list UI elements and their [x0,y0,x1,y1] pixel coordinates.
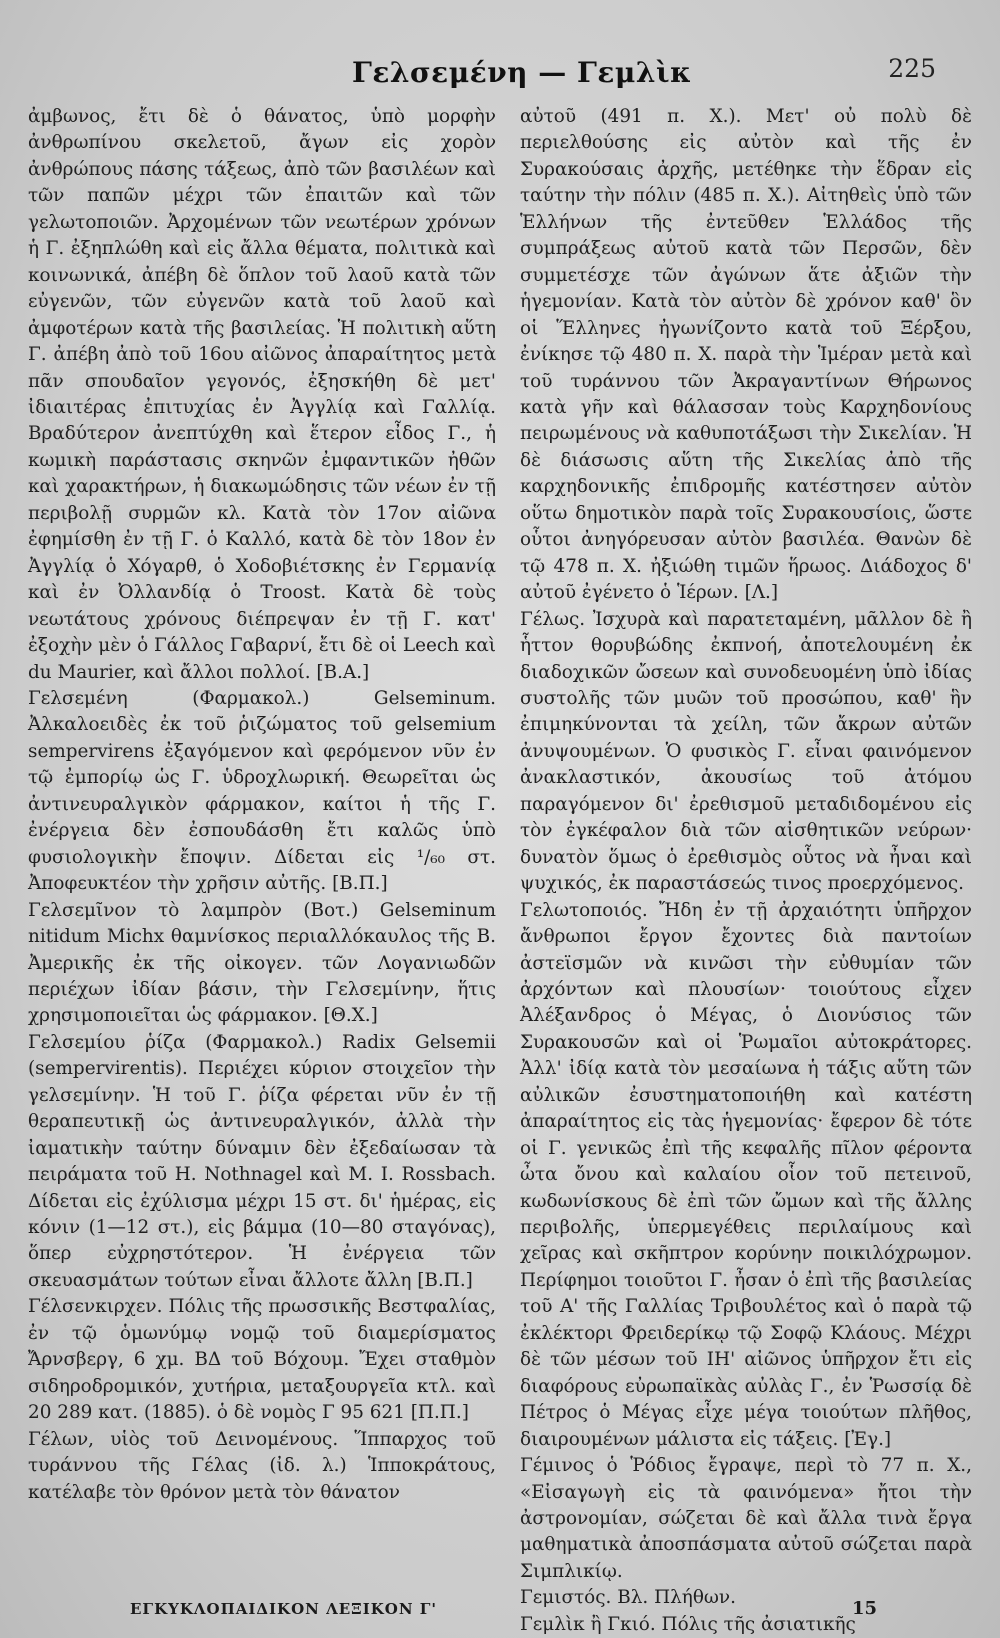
entry-paragraph: Γελσεμένη (Φαρμακολ.) Gelseminum. Ἀλκαλοειδὲς ἐκ τοῦ ῥιζώματος τοῦ gelsemium sempervirens ἐξαγόμενον καὶ φερόμενον νῦν ἐν τῷ ἐμπορίῳ ὡς Γ. ὑδροχλωρική. Θεωρεῖται ὡς ἀντινευραλγικὸν φάρμακον, καίτοι ἡ τῆς Γ. ἐνέργεια δὲν ἐσπουδάσθη ἔτι καλῶς ὑπὸ φυσιολογικὴν ἔποψιν. Δίδεται εἰς ¹/₆₀ στ. Ἀποφευκτέον τὴν χρῆσιν αὐτῆς. [Β.Π.] [28,687,496,895]
entry-paragraph: Γεμλὶκ ἢ Γκιό. Πόλις τῆς ἀσιατικῆς [520,1613,856,1635]
page-header [0,48,1000,98]
entry-paragraph: Γελσεμῖνον τὸ λαμπρὸν (Βοτ.) Gelseminum nitidum Michx θαμνίσκος περιαλλόκαυλος τῆς Β. Ἀμερικῆς ἐκ τῆς οἰκογεν. τῶν Λογανιωδῶν περιέχων ἰδίαν βάσιν, τὴν Γελσεμίνην, ἥτις χρησιμοποιεῖται ὡς φάρμακον. [Θ.Χ.] [28,899,496,1027]
printer-signature: ΕΓΚΥΚΛΟΠΑΙΔΙΚΟΝ ΛΕΞΙΚΟΝ Γ' [130,1600,438,1618]
entry-paragraph: ἀμβωνος, ἔτι δὲ ὁ θάνατος, ὑπὸ μορφὴν ἀνθρωπίνου σκελετοῦ, ἄγων εἰς χορὸν ἀνθρώπους πάσης τάξεως, ἀπὸ τῶν βασιλέων καὶ τῶν παπῶν μέχρι τῶν ἐπαιτῶν καὶ τῶν γελωτοποιῶν. Ἀρχομένων τῶν νεωτέρων χρόνων ἡ Γ. ἐξηπλώθη καὶ εἰς ἄλλα θέματα, πολιτικὰ καὶ κοινωνικά, ἀπέβη δὲ ὅπλον τοῦ λαοῦ κατὰ τῶν εὐγενῶν, τῶν εὐγενῶν κατὰ τοῦ λαοῦ καὶ ἀμφοτέρων κατὰ τῆς βασιλείας. Ἡ πολιτικὴ αὕτη Γ. ἀπέβη ἀπὸ τοῦ 16ου αἰῶνος ἀπαραίτητος μετὰ πᾶν σπουδαῖον γεγονός, ἐξησκήθη δὲ μετ' ἰδιαιτέρας ἐπιτυχίας ἐν Ἀγγλίᾳ καὶ Γαλλίᾳ. Βραδύτερον ἀνεπτύχθη καὶ ἕτερον εἶδος Γ., ἡ κωμικὴ παράστασις σκηνῶν ἐμφαντικῶν ἠθῶν καὶ χαρακτήρων, ἡ διακωμώδησις τῶν νέων ἐν τῇ περιβολῇ συρμῶν κλ. Κατὰ τὸν 17ον αἰῶνα ἐφημίσθη ἐν τῇ Γ. ὁ Καλλό, κατὰ δὲ τὸν 18ον ἐν Ἀγγλίᾳ ὁ Χόγαρθ, ὁ Χοδοβιέτσκης ἐν Γερμανίᾳ καὶ ἐν Ὀλλανδίᾳ ὁ Troost. Κατὰ δὲ τοὺς νεωτάτους χρόνους διέπρεψαν ἐν τῇ Γ. κατ' ἐξοχὴν μὲν ὁ Γάλλος Γαβαρνί, ἔτι δὲ οἱ Leech καὶ du Maurier, καὶ ἄλλοι πολλοί. [Β.Α.] [28,106,496,683]
running-head: Γελσεμένη — Γεμλὶκ [352,56,692,89]
entry-paragraph: Γέλων, υἱὸς τοῦ Δεινομένους. Ἵππαρχος τοῦ τυράννου τῆς Γέλας (ἰδ. λ.) Ἱπποκράτους, κατέλαβε τὸν θρόνον μετὰ τὸν θάνατον [28,1428,496,1503]
left-column [28,104,496,1506]
entry-paragraph: Γελσεμίου ῥίζα (Φαρμακολ.) Radix Gelsemii (sempervirentis). Περιέχει κύριον στοιχεῖον τὴν γελσεμίνην. Ἡ τοῦ Γ. ῥίζα φέρεται νῦν ἐν τῇ θεραπευτικῇ ὡς ἀντινευραλγικόν, ἀλλὰ τὴν ἰαματικὴν ταύτην δύναμιν δὲν ἐξεδαίωσαν τὰ πειράματα τοῦ H. Nothnagel καὶ M. I. Rossbach. Δίδεται εἰς ἐχύλισμα μέχρι 15 στ. δι' ἡμέρας, εἰς κόνιν (1—12 στ.), εἰς βάμμα (10—80 σταγόνας), ὅπερ εὐχρηστότερον. Ἡ ἐνέργεια τῶν σκευασμάτων τούτων εἶναι ἄλλοτε ἄλλη [Β.Π.] [28,1031,496,1291]
entry-paragraph: Γέμινος ὁ Ῥόδιος ἔγραψε, περὶ τὸ 77 π. Χ., «Εἰσαγωγὴ εἰς τὰ φαινόμενα» ἤτοι τὴν ἀστρονομίαν, σώζεται δὲ καὶ ἄλλα τινὰ ἔργα μαθηματικὰ ἀποσπάσματα αὐτοῦ σώζεται παρὰ Σιμπλικίῳ. [520,1455,972,1582]
sheet-number: 15 [852,1598,878,1619]
entry-paragraph: Γέλως. Ἰσχυρὰ καὶ παρατεταμένη, μᾶλλον δὲ ἢ ἧττον θορυβώδης ἐκπνοή, ἀποτελουμένη ἐκ διαδοχικῶν ὤσεων καὶ συνοδευομένη ὑπὸ ἰδίας συστολῆς τῶν μυῶν τοῦ προσώπου, καθ' ἣν ἐπιμηκύνονται τὰ χείλη, τῶν ἄκρων αὐτῶν ἀνυψουμένων. Ὁ φυσικὸς Γ. εἶναι φαινόμενον ἀνακλαστικόν, ἀκουσίως τοῦ ἀτόμου παραγόμενον δι' ἐρεθισμοῦ μεταδιδομένου εἰς τὸν ἐγκέφαλον διὰ τῶν αἰσθητικῶν νεύρων· δυνατὸν ὅμως ὁ ἐρεθισμὸς οὗτος νὰ ἦναι καὶ ψυχικός, ἐκ παραστάσεώς τινος προερχόμενος. [520,608,972,895]
right-column [520,104,972,1638]
entry-paragraph: Γελωτοποιός. Ἤδη ἐν τῇ ἀρχαιότητι ὑπῆρχον ἄνθρωποι ἔργον ἔχοντες διὰ παντοίων ἀστεϊσμῶν νὰ κινῶσι τὴν εὐθυμίαν τῶν ἀρχόντων καὶ πλουσίων· τοιούτους εἶχεν Ἀλέξανδρος ὁ Μέγας, ὁ Διονύσιος τῶν Συρακουσῶν καὶ οἱ Ῥωμαῖοι αὐτοκράτορες. Ἀλλ' ἰδίᾳ κατὰ τὸν μεσαίωνα ἡ τάξις αὕτη τῶν αὐλικῶν ἐσυστηματοποιήθη καὶ κατέστη ἀπαραίτητος εἰς τὰς ἡγεμονίας· ἔφερον δὲ τότε οἱ Γ. γενικῶς ἐπὶ τῆς κεφαλῆς πῖλον φέροντα ὦτα ὄνου καὶ καλαίου οἷον τοῦ πετεινοῦ, κωδωνίσκους δὲ ἐπὶ τῶν ὤμων καὶ τῆς ἄλλης περιβολῆς, ὑπερμεγέθεις περιλαίμους καὶ χεῖρας καὶ σκῆπτρον κορύνην ποικιλόχρωμον. Περίφημοι τοιοῦτοι Γ. ἦσαν ὁ ἐπὶ τῆς βασιλείας τοῦ Α' τῆς Γαλλίας Τριβουλέτος καὶ ὁ παρὰ τῷ ἐκλέκτορι Φρειδερίκῳ τῷ Σοφῷ Κλάους. Μέχρι δὲ τῶν μέσων τοῦ ΙΗ' αἰῶνος ὑπῆρχον ἔτι εἰς διαφόρους εὐρωπαϊκὰς αὐλὰς Γ., ἐν Ῥωσσίᾳ δὲ Πέτρος ὁ Μέγας εἶχε μέγα τοιούτων πλῆθος, διαιρουμένων μάλιστα εἰς τάξεις. [Ἐγ.] [520,899,972,1450]
entry-paragraph: αὐτοῦ (491 π. Χ.). Μετ' οὐ πολὺ δὲ περιελθούσης εἰς αὐτὸν καὶ τῆς ἐν Συρακούσαις ἀρχῆς, μετέθηκε τὴν ἕδραν εἰς ταύτην τὴν πόλιν (485 π. Χ.). Αἰτηθεὶς ὑπὸ τῶν Ἑλλήνων τῆς ἐντεῦθεν Ἑλλάδος τῆς συμπράξεως αὐτοῦ κατὰ τῶν Περσῶν, δὲν συμμετέσχε τῶν ἀγώνων ἅτε ἀξιῶν τὴν ἡγεμονίαν. Κατὰ τὸν αὐτὸν δὲ χρόνον καθ' ὃν οἱ Ἕλληνες ἠγωνίζοντο κατὰ τοῦ Ξέρξου, ἐνίκησε τῷ 480 π. Χ. παρὰ τὴν Ἱμέραν μετὰ καὶ τοῦ τυράννου τῶν Ἀκραγαντίνων Θήρωνος κατὰ γῆν καὶ θάλασσαν τοὺς Καρχηδονίους πειρωμένους νὰ καθυποτάξωσι τὴν Σικελίαν. Ἡ δὲ διάσωσις αὕτη τῆς Σικελίας ἀπὸ τῆς καρχηδονικῆς ἐπιδρομῆς κατέστησεν αὐτὸν οὕτω δημοτικὸν παρὰ τοῖς Συρακουσίοις, ὥστε οὗτοι ἀνηγόρευσαν αὐτὸν βασιλέα. Θανὼν δὲ τῷ 478 π. Χ. ἠξιώθη τιμῶν ἥρωος. Διάδοχος δ' αὐτοῦ ἐγένετο ὁ Ἱέρων. [Λ.] [520,106,972,604]
page-number: 225 [888,54,936,83]
entry-paragraph: Γέλσενκιρχεν. Πόλις τῆς πρωσσικῆς Βεστφαλίας, ἐν τῷ ὁμωνύμῳ νομῷ τοῦ διαμερίσματος Ἄρνσβεργ, 6 χμ. ΒΔ τοῦ Βόχουμ. Ἔχει σταθμὸν σιδηροδρομικόν, χυτήρια, μεταξουργεῖα κτλ. καὶ 20 289 κατ. (1885). ὁ δὲ νομὸς Γ 95 621 [Π.Π.] [28,1296,496,1424]
page-footer [0,1598,1000,1628]
entry-paragraph: Γεμιστός. Βλ. Πλήθων. [520,1587,736,1609]
